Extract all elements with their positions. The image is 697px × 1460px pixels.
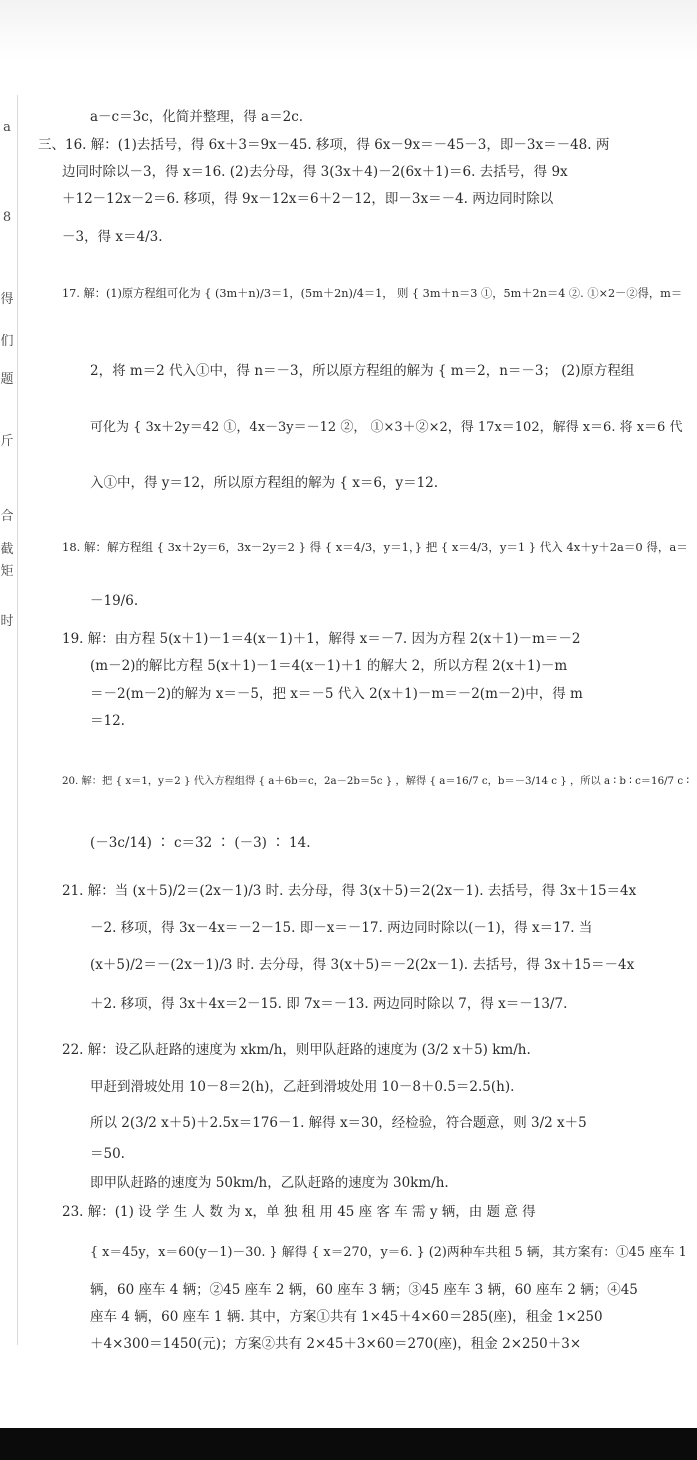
margin-fragment: 时 [0, 614, 14, 629]
margin-fragment: 截 [0, 542, 14, 557]
margin-fragment: 8 [2, 210, 12, 225]
text-line: ＝－2(m－2)的解为 x＝－5，把 x＝－5 代入 2(x＋1)－m＝－2(m－2)中，得 m [90, 686, 583, 702]
text-line: ＝50. [90, 1146, 125, 1162]
text-line: ＋12－12x－2＝6. 移项，得 9x－12x＝6＋2－12，即－3x＝－4. 两边同时除以 [62, 191, 554, 207]
margin-fragment: 矩 [0, 564, 14, 579]
margin-fragment: a [3, 120, 11, 135]
q23-line: 23. 解：(1) 设 学 生 人 数 为 x，单 独 租 用 45 座 客 车 需 y 辆，由 题 意 得 [62, 1204, 536, 1220]
margin-fragment: 得 [0, 292, 14, 307]
margin-fragment: 斤 [0, 434, 14, 449]
margin-fragment: 们 [0, 334, 14, 349]
q22-line: 22. 解：设乙队赶路的速度为 xkm/h，则甲队赶路的速度为 (3/2 x＋5) km/h. [62, 1042, 531, 1058]
q17-line: 17. 解：(1)原方程组可化为 { (3m＋n)/3＝1，(5m＋2n)/4＝1， 则 { 3m＋n＝3 ①，5m＋2n＝4 ②. ①×2－②得，m＝ [62, 287, 683, 300]
q18-line: 18. 解：解方程组 { 3x＋2y＝6，3x－2y＝2 } 得 { x＝4/3，y＝1，} 把 { x＝4/3，y＝1 } 代入 4x＋y＋2a＝0 得，a＝ [62, 540, 688, 554]
margin-fragment: 合 [0, 509, 14, 524]
text-line: 入①中，得 y＝12，所以原方程组的解为 { x＝6，y＝12. [90, 475, 439, 491]
text-line: ＋2. 移项，得 3x＋4x＝2－15. 即 7x＝－13. 两边同时除以 7，得 x＝－13/7. [90, 996, 568, 1012]
q16-line: 三、16. 解：(1)去括号，得 6x＋3＝9x－45. 移项，得 6x－9x＝－45－3，即－3x＝－48. 两 [38, 137, 610, 153]
text-line: 辆，60 座车 4 辆；②45 座车 2 辆，60 座车 3 辆；③45 座车 3 辆，60 座车 2 辆；④45 [90, 1282, 638, 1298]
text-line: ＋4×300＝1450(元)；方案②共有 2×45＋3×60＝270(座)，租金 2×250＋3× [90, 1336, 582, 1352]
margin-rule [17, 95, 18, 1345]
text-line: (－3c/14) ∶ c＝32 ∶ (－3) ∶ 14. [90, 835, 311, 851]
text-line: 所以 2(3/2 x＋5)＋2.5x＝176－1. 解得 x＝30，经检验，符合题意，则 3/2 x＋5 [90, 1115, 587, 1131]
text-line: a－c＝3c，化简并整理，得 a＝2c. [90, 109, 304, 125]
text-line: 2，将 m＝2 代入①中，得 n＝－3，所以原方程组的解为 { m＝2，n＝－3； (2)原方程组 [90, 363, 635, 379]
text-line: { x＝45y，x＝60(y－1)－30. } 解得 { x＝270，y＝6. } (2)两种车共租 5 辆，其方案有：①45 座车 1 [90, 1245, 687, 1260]
text-line: －19/6. [90, 593, 139, 609]
text-line: 可化为 { 3x＋2y＝42 ①，4x－3y＝－12 ②， ①×3＋②×2，得 17x＝102，解得 x＝6. 将 x＝6 代 [90, 420, 683, 435]
text-line: 座车 4 辆，60 座车 1 辆. 其中，方案①共有 1×45＋4×60＝285(座)，租金 1×250 [90, 1309, 603, 1325]
text-line: (m－2)的解比方程 5(x＋1)－1＝4(x－1)＋1 的解大 2，所以方程 2(x＋1)－m [90, 658, 568, 674]
bottom-dark-bar [0, 1428, 697, 1460]
text-line: 甲赶到滑坡处用 10－8＝2(h)，乙赶到滑坡处用 10－8＋0.5＝2.5(h). [90, 1079, 515, 1095]
margin-fragment: 题 [0, 372, 14, 387]
text-line: 即甲队赶路的速度为 50km/h，乙队赶路的速度为 30km/h. [90, 1175, 449, 1191]
top-shading [0, 0, 697, 60]
q20-line: 20. 解：把 { x＝1，y＝2 } 代入方程组得 { a＋6b＝c，2a－2b＝5c } ，解得 { a＝16/7 c，b＝－3/14 c } ，所以 a ∶ b ∶ c＝16/7 c ∶ [62, 775, 689, 787]
q21-line: 21. 解：当 (x＋5)/2＝(2x－1)/3 时. 去分母，得 3(x＋5)＝2(2x－1). 去括号，得 3x＋15＝4x [62, 883, 637, 899]
text-line: (x＋5)/2＝－(2x－1)/3 时. 去分母，得 3(x＋5)＝－2(2x－1). 去括号，得 3x＋15＝－4x [90, 957, 635, 973]
q19-line: 19. 解：由方程 5(x＋1)－1＝4(x－1)＋1，解得 x＝－7. 因为方程 2(x＋1)－m＝－2 [62, 631, 581, 647]
text-line: 边同时除以－3，得 x＝16. (2)去分母，得 3(3x＋4)－2(6x＋1)＝6. 去括号，得 9x [62, 164, 568, 180]
text-line: ＝12. [90, 713, 125, 729]
text-line: －3，得 x＝4/3. [62, 229, 163, 245]
text-line: －2. 移项，得 3x－4x＝－2－15. 即－x＝－17. 两边同时除以(－1)，得 x＝17. 当 [90, 920, 593, 936]
